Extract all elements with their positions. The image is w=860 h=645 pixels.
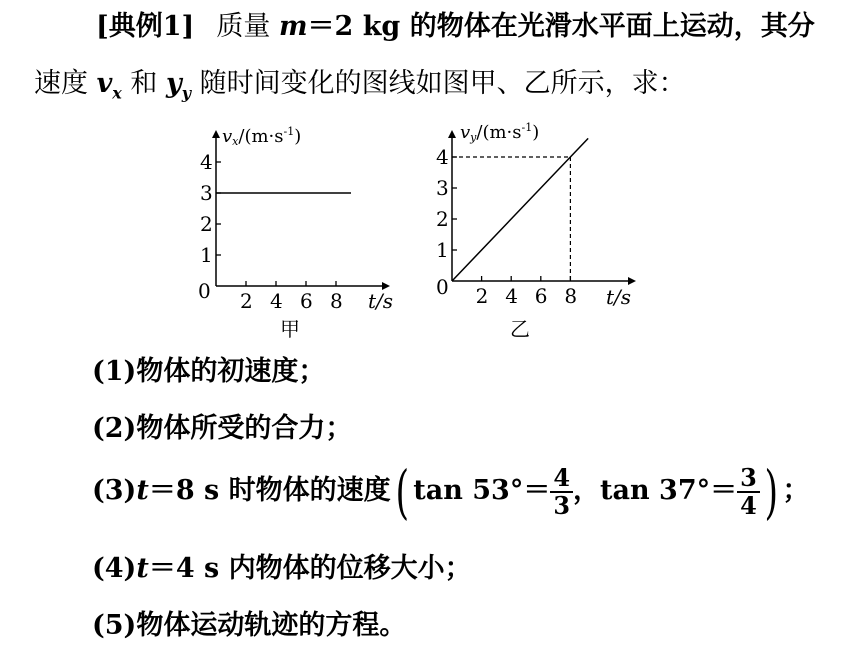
y-tick-label: 4 bbox=[436, 145, 449, 169]
question-1: (1)物体的初速度； bbox=[92, 356, 326, 387]
chart-caption: 甲 bbox=[280, 317, 300, 341]
x-axis-label: t/s bbox=[606, 285, 632, 309]
x-tick-label: 8 bbox=[330, 289, 343, 313]
chart-jia bbox=[190, 118, 420, 348]
y-tick-label: 3 bbox=[200, 181, 213, 205]
question-3: (3)t＝8 s 时物体的速度( tan 53°＝ $\frac{4}{3}$ ，tan 37°＝ $\frac{3}{4}$ ) ； bbox=[92, 457, 810, 526]
y-axis bbox=[448, 130, 456, 281]
series-vy-line bbox=[452, 138, 588, 281]
x-tick-label: 2 bbox=[240, 289, 253, 313]
x-tick-label: 2 bbox=[475, 284, 489, 308]
chart-caption: 乙 bbox=[510, 317, 530, 341]
y-axis bbox=[212, 130, 220, 286]
y-tick-label: 4 bbox=[200, 150, 213, 174]
x-tick-label: 8 bbox=[564, 284, 578, 308]
x-tick-label: 4 bbox=[270, 289, 283, 313]
question-4: (4)t＝4 s 内物体的位移大小； bbox=[92, 553, 472, 584]
problem-text-2b: 和 bbox=[121, 68, 167, 99]
origin-label: 0 bbox=[436, 275, 449, 299]
y-tick-label: 2 bbox=[436, 207, 449, 231]
right-paren: ) bbox=[764, 457, 778, 526]
y-tick-label: 1 bbox=[436, 238, 449, 262]
problem-text-1a: 质量 bbox=[216, 11, 279, 42]
y-tick-label: 3 bbox=[436, 176, 449, 200]
chart-yi bbox=[430, 118, 670, 348]
problem-line-2 bbox=[34, 70, 686, 101]
question-5: (5)物体运动轨迹的方程。 bbox=[92, 610, 407, 641]
problem-text-2c: 随时间变化的图线如图甲、乙所示，求： bbox=[191, 68, 686, 99]
question-2: (2)物体所受的合力； bbox=[92, 413, 353, 444]
fraction-4-3: $\frac{4}{3}$ bbox=[550, 465, 573, 517]
left-paren: ( bbox=[395, 457, 409, 526]
problem-text-2a: 速度 bbox=[34, 68, 97, 99]
mass-symbol: m bbox=[278, 11, 308, 42]
origin-label: 0 bbox=[198, 279, 211, 303]
y-tick-label: 2 bbox=[200, 212, 213, 236]
vy-symbol: $y_y$ bbox=[166, 68, 192, 103]
y-tick-label: 1 bbox=[200, 243, 213, 267]
x-tick-label: 6 bbox=[534, 284, 548, 308]
fraction-3-4: $\frac{3}{4}$ bbox=[737, 465, 760, 517]
problem-tag: [典例1] bbox=[96, 11, 195, 42]
y-axis-label: $vx/(m\cdot s^{-1})$ bbox=[222, 125, 302, 148]
problem-line-1 bbox=[96, 13, 815, 40]
vx-symbol: $v_x$ bbox=[96, 68, 122, 103]
x-tick-label: 4 bbox=[505, 284, 518, 308]
problem-text-1b: ＝2 kg 的物体在光滑水平面上运动，其分 bbox=[307, 11, 815, 42]
y-axis-label: $vy/(m\cdot s^{-1})$ bbox=[460, 121, 540, 144]
x-tick-label: 6 bbox=[300, 289, 313, 313]
x-axis-label: t/s bbox=[368, 289, 394, 313]
